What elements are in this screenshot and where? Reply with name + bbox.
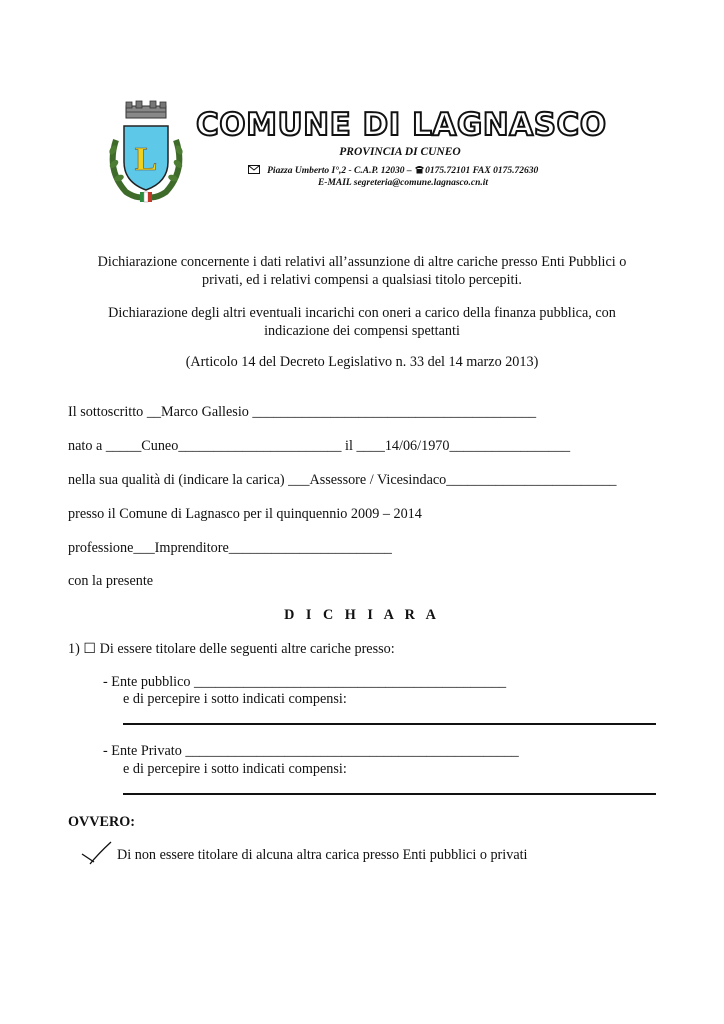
presente-line: con la presente — [68, 573, 154, 589]
public-compensation-rule — [123, 723, 656, 725]
private-entity-line: - Ente Privato _______________________________________________ — [103, 743, 519, 759]
handwritten-x-mark-icon — [78, 840, 114, 866]
legal-reference: (Articolo 14 del Decreto Legislativo n. 33 del 14 marzo 2013) — [185, 354, 539, 370]
public-compensation-label: e di percepire i sotto indicati compensi: — [123, 691, 347, 707]
birth-line: nato a _____Cuneo_______________________ il ____14/06/1970_________________ — [68, 438, 571, 454]
declaration-heading: D I C H I A R A — [284, 607, 440, 623]
intro-paragraph-2-line-1: Dichiarazione degli altri eventuali incarichi con oneri a carico della finanza pubblica, con — [108, 305, 616, 321]
municipality-title: COMUNE DI LAGNASCO — [196, 107, 607, 143]
signatory-line: Il sottoscritto __Marco Gallesio ________________________________________ — [68, 404, 537, 420]
email-line: E-MAIL segreteria@comune.lagnasco.cn.it — [317, 178, 489, 188]
intro-paragraph-2 — [68, 304, 656, 340]
role-line: nella sua qualità di (indicare la carica) ___Assessore / Vicesindaco________________________ — [68, 472, 617, 488]
ovvero-label: OVVERO: — [68, 814, 135, 830]
intro-paragraph-1-line-1: Dichiarazione concernente i dati relativi all’assunzione di altre cariche presso Enti Pubblici o — [97, 254, 627, 270]
public-entity-line: - Ente pubblico ____________________________________________ — [103, 674, 507, 690]
address-line — [248, 165, 578, 177]
municipal-crest — [104, 100, 188, 204]
phone-fax-text: 0175.72101 FAX 0175.72630 — [425, 166, 539, 177]
svg-text:L: L — [134, 141, 158, 178]
profession-line: professione___Imprenditore_______________________ — [68, 540, 392, 556]
envelope-icon — [248, 165, 260, 177]
intro-paragraph-1-line-2: privati, ed i relativi compensi a qualsiasi titolo percepiti. — [202, 272, 522, 288]
province-name: PROVINCIA DI CUNEO — [339, 146, 461, 158]
address-text: Piazza Umberto I°,2 - C.A.P. 12030 – — [267, 166, 415, 177]
private-compensation-label: e di percepire i sotto indicati compensi: — [123, 761, 347, 777]
intro-paragraph-1 — [68, 253, 656, 289]
no-other-offices-statement: Di non essere titolare di alcuna altra carica presso Enti pubblici o privati — [117, 847, 528, 863]
term-line: presso il Comune di Lagnasco per il quinquennio 2009 – 2014 — [68, 506, 422, 522]
intro-paragraph-2-line-2: indicazione dei compensi spettanti — [264, 323, 460, 339]
private-compensation-rule — [123, 793, 656, 795]
declaration-item-1: 1) ☐ Di essere titolare delle seguenti altre cariche presso: — [68, 641, 395, 657]
telephone-icon — [414, 165, 425, 177]
